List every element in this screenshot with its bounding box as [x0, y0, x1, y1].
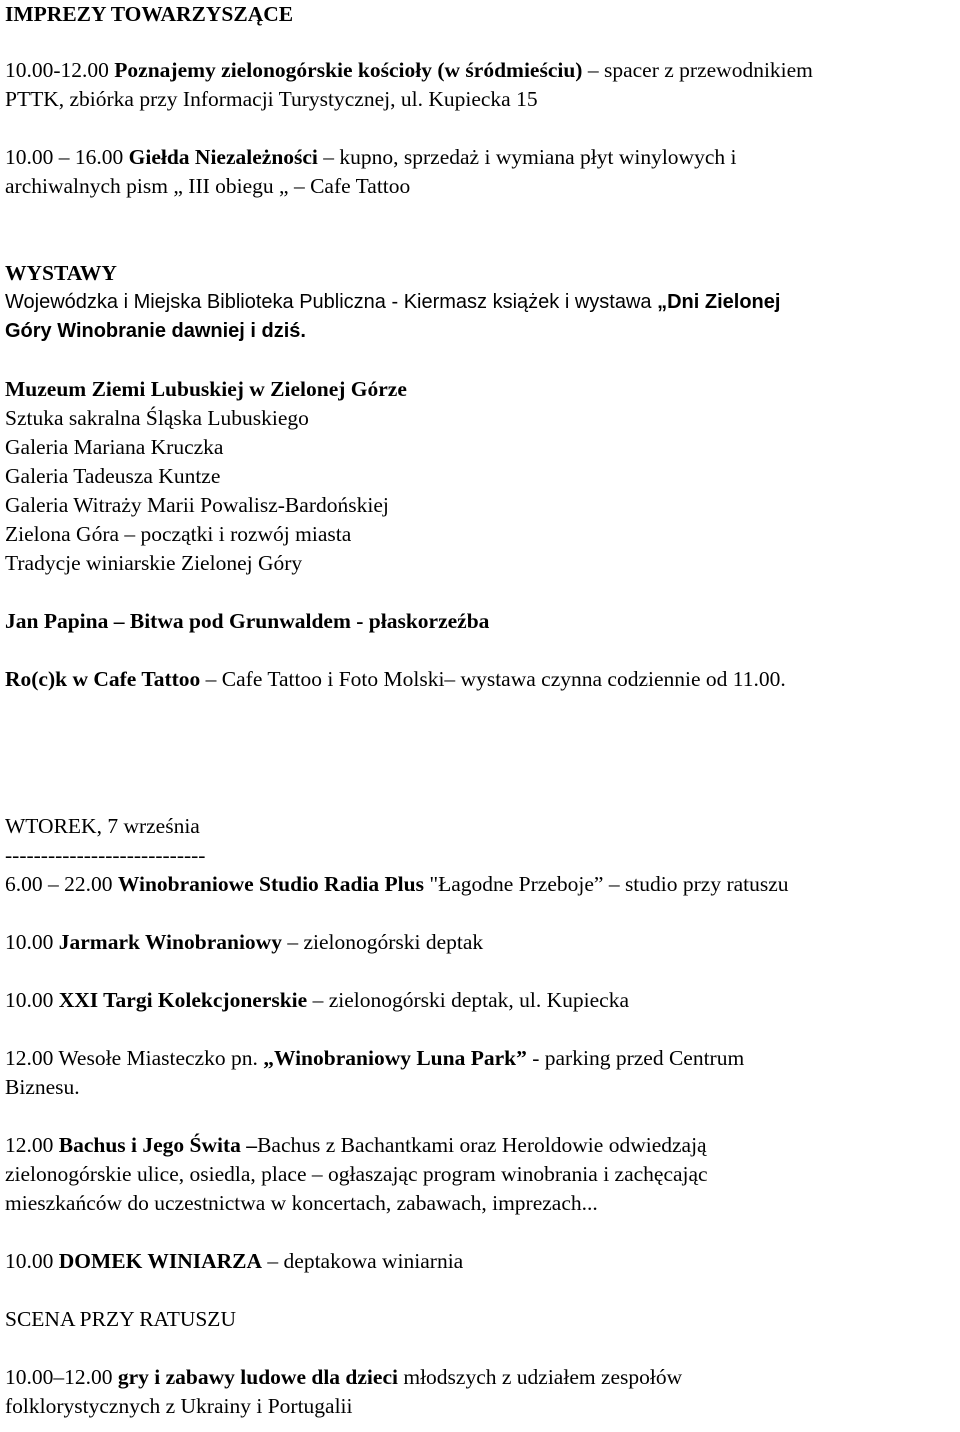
day-heading: WTOREK, 7 września [5, 814, 200, 838]
event-bachus-line2: zielonogórskie ulice, osiedla, place – ogłaszając program winobrania i zachęcając [5, 1162, 708, 1186]
event-domek: 10.00 DOMEK WINIARZA – deptakowa winiarnia [5, 1249, 464, 1273]
muzeum-item: Galeria Witraży Marii Powalisz-Bardońskiej [5, 493, 389, 517]
event-bachus-line3: mieszkańców do uczestnictwa w koncertach, zabawach, imprezach... [5, 1191, 598, 1215]
muzeum-item: Galeria Mariana Kruczka [5, 435, 224, 459]
day-divider: ---------------------------- [5, 843, 206, 867]
event-gielda: 10.00 – 16.00 Giełda Niezależności – kupno, sprzedaż i wymiana płyt winylowych i [5, 145, 737, 169]
rock-line: Ro(c)k w Cafe Tattoo – Cafe Tattoo i Foto Molski– wystawa czynna codziennie od 11.00. [5, 667, 786, 691]
event-gry-line2: folklorystycznych z Ukrainy i Portugalii [5, 1394, 353, 1418]
section-heading-wystawy: WYSTAWY [5, 261, 117, 285]
section-heading-imprezy: IMPREZY TOWARZYSZĄCE [5, 2, 294, 26]
event-radio: 6.00 – 22.00 Winobraniowe Studio Radia Plus "Łagodne Przeboje” – studio przy ratuszu [5, 872, 789, 896]
papina-line: Jan Papina – Bitwa pod Grunwaldem - płaskorzeźba [5, 609, 490, 633]
muzeum-heading: Muzeum Ziemi Lubuskiej w Zielonej Górze [5, 377, 407, 401]
muzeum-item: Sztuka sakralna Śląska Lubuskiego [5, 406, 309, 430]
event-koscioly: 10.00-12.00 Poznajemy zielonogórskie kościoły (w śródmieściu) – spacer z przewodnikiem [5, 58, 813, 82]
event-gielda-line2: archiwalnych pism „ III obiegu „ – Cafe Tattoo [5, 174, 411, 198]
biblioteka-line2: Góry Winobranie dawniej i dziś. [5, 320, 306, 342]
biblioteka-line: Wojewódzka i Miejska Biblioteka Publiczna - Kiermasz książek i wystawa „Dni Zielonej [5, 291, 781, 313]
muzeum-item: Tradycje winiarskie Zielonej Góry [5, 551, 303, 575]
event-luna-park-line2: Biznesu. [5, 1075, 80, 1099]
muzeum-item: Galeria Tadeusza Kuntze [5, 464, 221, 488]
muzeum-item: Zielona Góra – początki i rozwój miasta [5, 522, 352, 546]
scena-heading: SCENA PRZY RATUSZU [5, 1307, 236, 1331]
event-bachus: 12.00 Bachus i Jego Świta –Bachus z Bachantkami oraz Heroldowie odwiedzają [5, 1133, 707, 1157]
event-targi: 10.00 XXI Targi Kolekcjonerskie – zielonogórski deptak, ul. Kupiecka [5, 988, 630, 1012]
event-luna-park: 12.00 Wesołe Miasteczko pn. „Winobraniowy Luna Park” - parking przed Centrum [5, 1046, 745, 1070]
event-jarmark: 10.00 Jarmark Winobraniowy – zielonogórski deptak [5, 930, 484, 954]
event-gry: 10.00–12.00 gry i zabawy ludowe dla dzieci młodszych z udziałem zespołów [5, 1365, 683, 1389]
event-koscioly-line2: PTTK, zbiórka przy Informacji Turystycznej, ul. Kupiecka 15 [5, 87, 538, 111]
